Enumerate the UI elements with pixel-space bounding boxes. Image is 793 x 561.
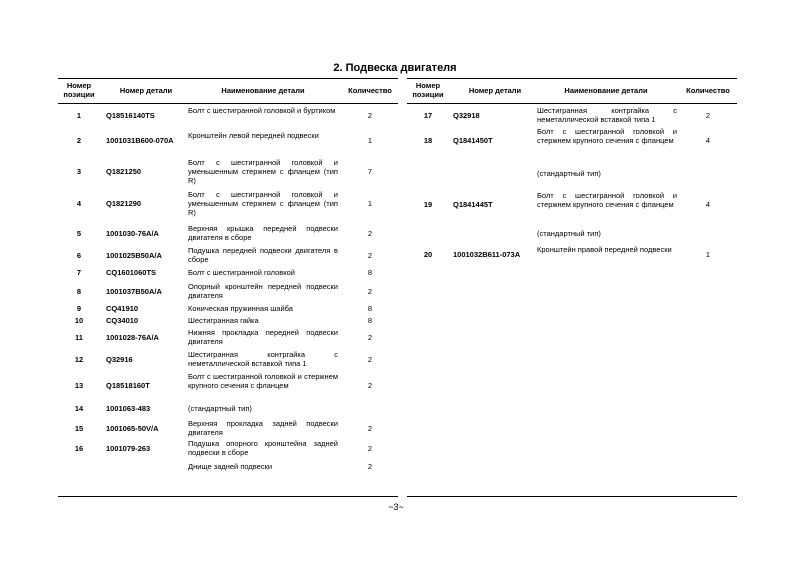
row-position: 6 [76, 250, 82, 260]
row-part-number: Q18516140TS [106, 110, 155, 120]
row-position: 10 [74, 316, 84, 325]
row-part-name: (стандартный тип) [537, 169, 601, 178]
row-part-name: Болт с шестигранной головкой и уменьшенным стержнем с фланцем (тип R) [188, 158, 338, 185]
row-quantity: 1 [367, 135, 373, 145]
row-position: 14 [74, 404, 84, 413]
row-position: 9 [76, 304, 82, 313]
row-part-name: Подушка опорного кронштейна задней подвески в сборе [188, 439, 338, 457]
header-position: Номер позиции [412, 81, 444, 99]
row-quantity: 4 [705, 200, 711, 209]
row-quantity: 2 [367, 110, 373, 120]
row-part-name: (стандартный тип) [537, 229, 601, 238]
row-part-name: Кронштейн левой передней подвески [188, 131, 319, 140]
header-part-name: Наименование детали [564, 86, 648, 95]
row-part-number: 1001037B50A/A [106, 286, 162, 296]
row-quantity: 4 [705, 136, 711, 145]
row-part-name: Болт с шестигранной головкой и уменьшенным стержнем с фланцем (тип R) [188, 190, 338, 217]
row-position: 11 [75, 332, 83, 342]
footer-rule [58, 496, 398, 497]
row-part-number: 1001079-263 [106, 443, 151, 453]
row-part-number: Q1841450T [453, 136, 493, 145]
header-quantity: Количество [348, 86, 392, 95]
row-position: 2 [76, 135, 82, 145]
row-part-number: Q1821250 [106, 167, 142, 176]
row-part-number: 1001031B600-070A [106, 135, 174, 145]
table-header [407, 79, 737, 105]
row-part-number: 1001028-76A/A [106, 332, 159, 342]
row-part-name: Коническая пружинная шайба [188, 304, 293, 313]
row-quantity: 2 [367, 423, 373, 433]
row-position: 3 [76, 167, 82, 176]
row-part-number: Q1841445T [453, 200, 493, 209]
row-position: 5 [76, 228, 82, 238]
row-quantity: 2 [367, 332, 373, 342]
row-part-name: Подушка передней подвески двигателя в сборе [188, 246, 338, 264]
row-quantity: 2 [367, 443, 373, 453]
row-part-number: CQ1601060TS [106, 268, 157, 277]
header-part-number: Номер детали [468, 86, 522, 95]
row-position: 1 [76, 110, 82, 120]
row-quantity: 2 [367, 462, 373, 471]
row-position: 8 [76, 286, 82, 296]
row-position: 7 [76, 268, 82, 277]
page-number: ~3~ [388, 502, 404, 512]
row-position: 13 [74, 381, 84, 390]
footer-rule-right [407, 496, 737, 497]
row-part-number: 1001065-50V/A [106, 423, 159, 433]
row-part-name: Болт с шестигранной головкой и буртиком [188, 106, 336, 115]
parts-table-right [407, 79, 737, 259]
row-quantity: 2 [367, 250, 373, 260]
row-quantity: 7 [367, 167, 373, 176]
row-quantity: 2 [367, 228, 373, 238]
row-part-number: Q1821290 [106, 199, 142, 208]
row-quantity: 1 [367, 199, 373, 208]
row-part-name: Болт с шестигранной головкой и стержнем крупного сечения с фланцем [537, 127, 677, 145]
row-part-name: Болт с шестигранной головкой и стержнем крупного сечения с фланцем [188, 372, 338, 390]
row-part-number: Q32916 [106, 354, 133, 364]
row-quantity: 2 [367, 381, 373, 390]
row-part-name: Днище задней подвески [188, 462, 273, 471]
row-part-name: Шестигранная контргайка с неметаллической вставкой типа 1 [537, 106, 677, 124]
row-part-number: 1001025B50A/A [106, 250, 162, 260]
parts-table-left [58, 79, 398, 471]
row-position: 18 [423, 136, 433, 145]
row-part-number: Q18518160T [106, 381, 150, 390]
row-part-number: CQ34010 [106, 316, 139, 325]
row-part-name: Верхняя крышка передней подвески двигателя в сборе [188, 224, 338, 242]
row-part-number: 1001032B611-073A [453, 249, 521, 259]
row-part-number: CQ41910 [106, 304, 139, 313]
row-quantity: 8 [367, 316, 373, 325]
header-part-number: Номер детали [119, 86, 173, 95]
header-quantity: Количество [686, 86, 730, 95]
row-position: 17 [423, 110, 433, 120]
table-header [58, 79, 398, 105]
row-position: 4 [76, 199, 82, 208]
row-part-name: Опорный кронштейн передней подвески двигателя [188, 282, 338, 300]
row-part-name: Болт с шестигранной головкой [188, 268, 295, 277]
row-part-name: Кронштейн правой передней подвески [537, 245, 672, 254]
row-part-name: Шестигранная гайка [188, 316, 259, 325]
row-position: 12 [74, 354, 84, 364]
page-title: 2. Подвеска двигателя [333, 62, 457, 74]
row-quantity: 2 [705, 110, 711, 120]
header-position: Номер позиции [63, 81, 95, 99]
row-part-number: 1001063-483 [106, 404, 151, 413]
row-quantity: 2 [367, 286, 373, 296]
row-quantity: 8 [367, 304, 373, 313]
row-quantity: 1 [705, 249, 711, 259]
row-part-number: 1001030-76A/A [106, 228, 159, 238]
row-part-name: Шестигранная контргайка с неметаллической вставкой типа 1 [188, 350, 338, 368]
row-quantity: 2 [367, 354, 373, 364]
row-part-name: Верхняя прокладка задней подвески двигателя [188, 419, 338, 437]
row-part-number: Q32918 [453, 110, 480, 120]
row-position: 15 [74, 423, 84, 433]
header-part-name: Наименование детали [221, 86, 305, 95]
row-position: 20 [423, 249, 433, 259]
row-position: 16 [74, 443, 84, 453]
row-part-name: Болт с шестигранной головкой и стержнем крупного сечения с фланцем [537, 191, 677, 209]
row-part-name: Нижняя прокладка передней подвески двигателя [188, 328, 338, 346]
row-quantity: 8 [367, 268, 373, 277]
row-part-name: (стандартный тип) [188, 404, 252, 413]
row-position: 19 [423, 200, 433, 209]
